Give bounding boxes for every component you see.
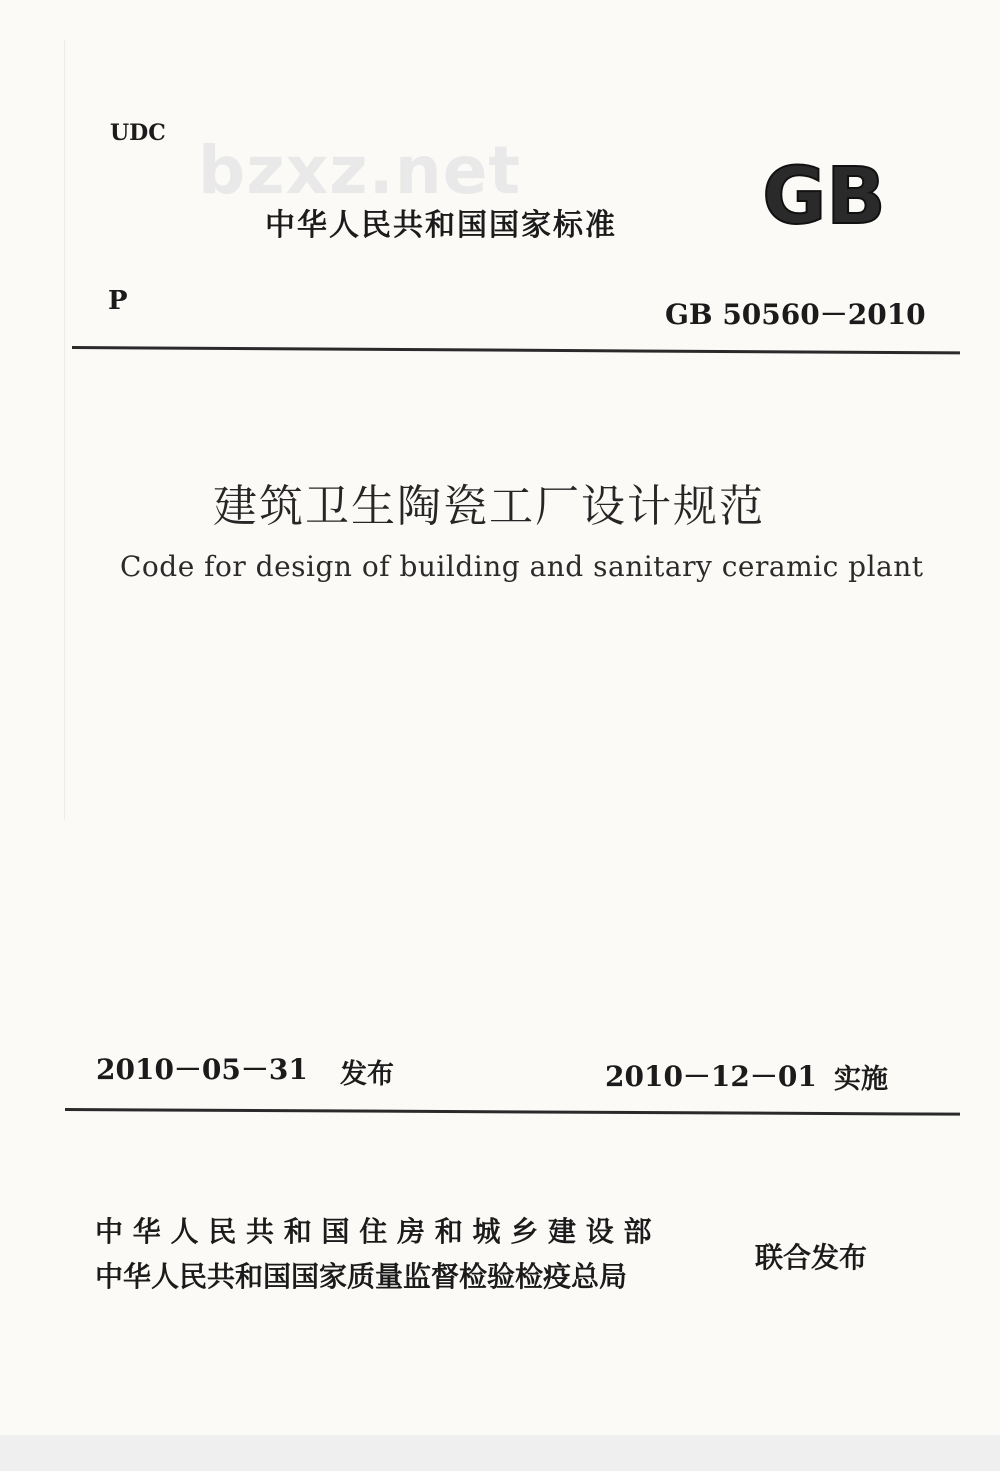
issuer-quality-inspection: 中华人民共和国国家质量监督检验检疫总局 [95, 1260, 628, 1293]
standard-code: GB 50560－2010 [665, 298, 926, 331]
document-title-chinese: 建筑卫生陶瓷工厂设计规范 [213, 481, 765, 532]
gb-logo-text: GB [762, 155, 886, 240]
implementation-date: 2010－12－01 [605, 1060, 817, 1093]
gb-logo-icon [742, 155, 907, 240]
page-fold-shadow [64, 40, 65, 820]
release-date: 2010－05－31 [96, 1053, 308, 1086]
bottom-divider [65, 1108, 960, 1116]
document-title-english: Code for design of building and sanitary ceramic plant [120, 550, 924, 583]
joint-release-label: 联合发布 [755, 1241, 868, 1274]
release-label: 发布 [340, 1059, 394, 1090]
top-divider [72, 346, 960, 354]
bottom-margin-strip [0, 1435, 1000, 1471]
implementation-label: 实施 [834, 1064, 888, 1095]
issuer-ministry-housing: 中 华 人 民 共 和 国 住 房 和 城 乡 建 设 部 [95, 1215, 652, 1248]
watermark-text: bzxz.net [198, 132, 522, 209]
udc-label: UDC [110, 120, 166, 146]
gb-logo [742, 155, 907, 240]
national-standard-heading: 中华人民共和国国家标准 [265, 208, 617, 243]
category-letter: P [108, 286, 128, 316]
